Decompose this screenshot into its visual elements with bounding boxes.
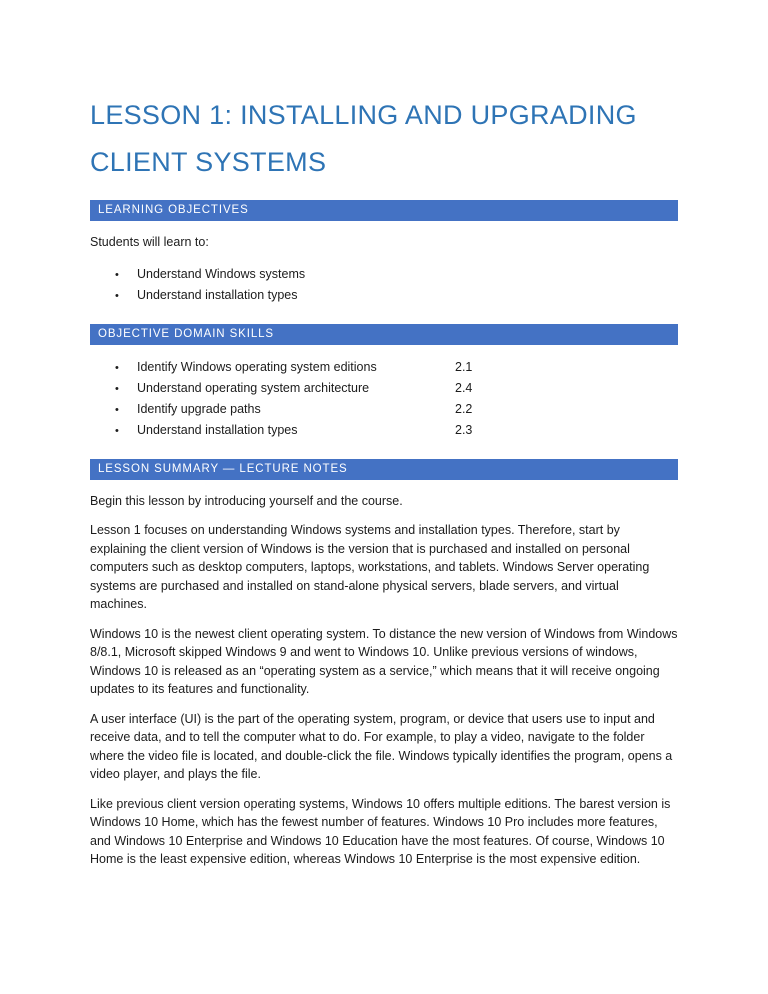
summary-paragraph: Windows 10 is the newest client operating system. To distance the new version of Windows from Windows 8/8.1, Microsoft skipped Windows 9 and went to Windows 10. Unlike previous versions of windows, Windows 10 is released as an “operating system as a service,” which means that it will receive ongoing updates to its features and functionality. [90,626,678,696]
objective-domain-skills-list [90,357,678,441]
bullet-icon: • [115,289,119,302]
skill-row [115,357,678,378]
page-title-line1: LESSON 1: INSTALLING AND UPGRADING [90,100,637,130]
list-item [115,285,678,306]
section-heading-lesson-summary: LESSON SUMMARY — LECTURE NOTES [90,459,678,480]
skill-code: 2.2 [455,401,473,416]
page-title-line2: CLIENT SYSTEMS [90,147,327,177]
section-heading-objective-domain-skills: OBJECTIVE DOMAIN SKILLS [90,324,678,345]
bullet-icon: • [115,382,119,395]
page-title [90,92,678,186]
list-item-label: Understand Windows systems [137,266,306,281]
skill-row [115,420,678,441]
skill-label: Understand operating system architecture [137,380,370,395]
learning-objectives-list [90,264,678,306]
skill-row [115,378,678,399]
skill-label: Identify Windows operating system editions [137,359,377,374]
skill-row [115,399,678,420]
skill-code: 2.1 [455,359,473,374]
learning-objectives-intro: Students will learn to: [90,235,209,249]
summary-paragraph: Begin this lesson by introducing yourself and the course. [90,493,403,508]
summary-paragraph: A user interface (UI) is the part of the operating system, program, or device that users use to input and receive data, and to tell the computer what to do. For example, to play a video, navigate to the folder where the video file is located, and double-click the file. Windows typically identifies the program, opens a video player, and plays the file. [90,711,673,781]
bullet-icon: • [115,424,119,437]
summary-paragraph: Lesson 1 focuses on understanding Windows systems and installation types. Therefore, start by explaining the client version of Windows is the version that is purchased and installed on personal computers such as desktop computers, laptops, workstations, and tablets. Windows Server operating systems are purchased and installed on stand-alone physical servers, blade servers, and virtual machines. [90,523,650,611]
list-item-label: Understand installation types [137,287,298,302]
bullet-icon: • [115,403,119,416]
skill-label: Identify upgrade paths [137,401,261,416]
summary-paragraph: Like previous client version operating systems, Windows 10 offers multiple editions. The barest version is Windows 10 Home, which has the fewest number of features. Windows 10 Pro includes more features, and Windows 10 Enterprise and Windows 10 Education have the most features. Of course, Windows 10 Home is the least expensive edition, whereas Windows 10 Enterprise is the most expensive edition. [90,796,671,866]
bullet-icon: • [115,361,119,374]
skill-code: 2.4 [455,380,473,395]
skill-label: Understand installation types [137,422,298,437]
bullet-icon: • [115,268,119,281]
list-item [115,264,678,285]
skill-code: 2.3 [455,422,473,437]
section-heading-learning-objectives: LEARNING OBJECTIVES [90,200,678,221]
